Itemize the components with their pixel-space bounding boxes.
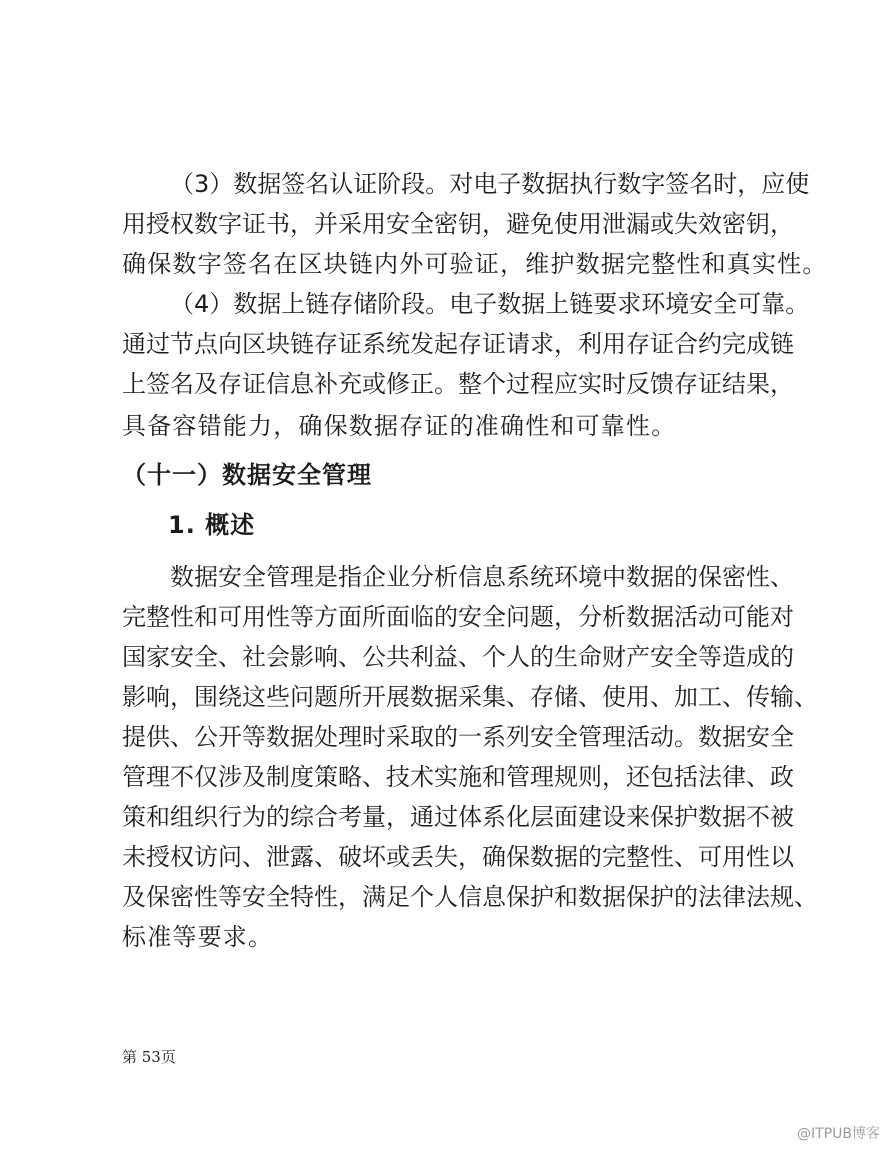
- watermark-text: @ITPUB博客: [797, 1126, 880, 1142]
- paragraph-line: 上签名及存证信息补充或修正。整个过程应实时反馈存证结果，: [122, 370, 794, 398]
- paragraph-line: 具备容错能力，确保数据存证的准确性和可靠性。: [122, 412, 677, 440]
- paragraph-line: 确保数字签名在区块链内外可验证，维护数据完整性和真实性。: [122, 250, 828, 278]
- paragraph-line: 及保密性等安全特性，满足个人信息保护和数据保护的法律法规、: [122, 883, 818, 911]
- paragraph-line: 未授权访问、泄露、破坏或丢失，确保数据的完整性、可用性以: [122, 843, 794, 871]
- paragraph-line: （3）数据签名认证阶段。对电子数据执行数字签名时，应使: [170, 170, 810, 198]
- paragraph-line: 数据安全管理是指企业分析信息系统环境中数据的保密性、: [170, 563, 794, 591]
- paragraph-line: 标准等要求。: [122, 923, 274, 951]
- subsection-heading: 1. 概述: [168, 511, 256, 539]
- paragraph-line: 影响，围绕这些问题所开展数据采集、存储、使用、加工、传输、: [122, 683, 818, 711]
- paragraph-line: 提供、公开等数据处理时采取的一系列安全管理活动。数据安全: [122, 723, 794, 751]
- paragraph-line: 管理不仅涉及制度策略、技术实施和管理规则，还包括法律、政: [122, 763, 794, 791]
- section-heading: （十一）数据安全管理: [122, 461, 372, 489]
- page-number: 第 53页: [122, 1048, 176, 1066]
- paragraph-line: 完整性和可用性等方面所面临的安全问题，分析数据活动可能对: [122, 603, 794, 631]
- paragraph-line: 国家安全、社会影响、公共利益、个人的生命财产安全等造成的: [122, 643, 794, 671]
- paragraph-line: 用授权数字证书，并采用安全密钥，避免使用泄漏或失效密钥，: [122, 210, 794, 238]
- paragraph-line: （4）数据上链存储阶段。电子数据上链要求环境安全可靠。: [170, 290, 810, 318]
- watermark: [797, 1123, 880, 1143]
- paragraph-line: 策和组织行为的综合考量，通过体系化层面建设来保护数据不被: [122, 803, 794, 831]
- paragraph-line: 通过节点向区块链存证系统发起存证请求，利用存证合约完成链: [122, 330, 794, 358]
